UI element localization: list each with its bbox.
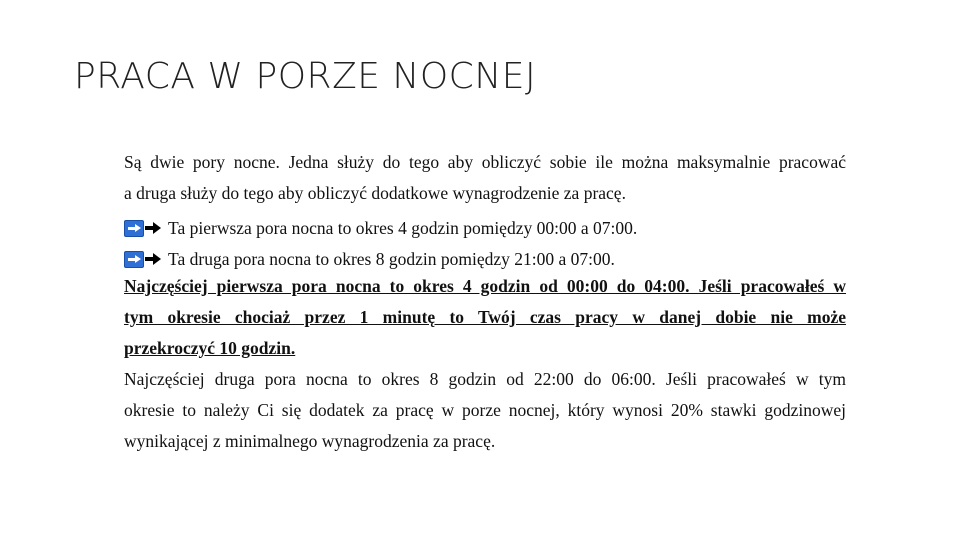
paragraph-line-2: okresie to należy Ci się dodatek za pracę w porze nocnej, który wynosi 20% stawki godzinowej (124, 400, 846, 420)
arrow-right-icon (124, 249, 162, 269)
bold-line-2: tym okresie chociaż przez 1 minutę to Twój czas pracy w danej dobie nie może (124, 307, 846, 327)
bullet-item-1 (124, 212, 846, 243)
paragraph-line-1: Najczęściej druga pora nocna to okres 8 godzin od 22:00 do 06:00. Jeśli pracowałeś w tym (124, 369, 846, 389)
arrow-right-icon (124, 218, 162, 238)
intro-line-2: a druga służy do tego aby obliczyć dodatkowe wynagrodzenie za pracę. (124, 183, 626, 203)
bold-line-3: przekroczyć 10 godzin. (124, 338, 296, 358)
bullet-text-1: Ta pierwsza pora nocna to okres 4 godzin pomiędzy 00:00 a 07:00. (168, 217, 638, 238)
paragraph-line-3: wynikającej z minimalnego wynagrodzenia za pracę. (124, 431, 496, 451)
intro-line-1: Są dwie pory nocne. Jedna służy do tego aby obliczyć sobie ile można maksymalnie pracować (124, 152, 846, 172)
document-image-content (124, 150, 846, 460)
bullet-item-2 (124, 243, 846, 274)
bold-line-1: Najczęściej pierwsza pora nocna to okres 4 godzin od 00:00 do 04:00. Jeśli pracowałeś w (124, 276, 846, 296)
bullet-text-2: Ta druga pora nocna to okres 8 godzin pomiędzy 21:00 a 07:00. (168, 248, 615, 269)
slide-title: PRACA W PORZE NOCNEJ (74, 56, 537, 97)
